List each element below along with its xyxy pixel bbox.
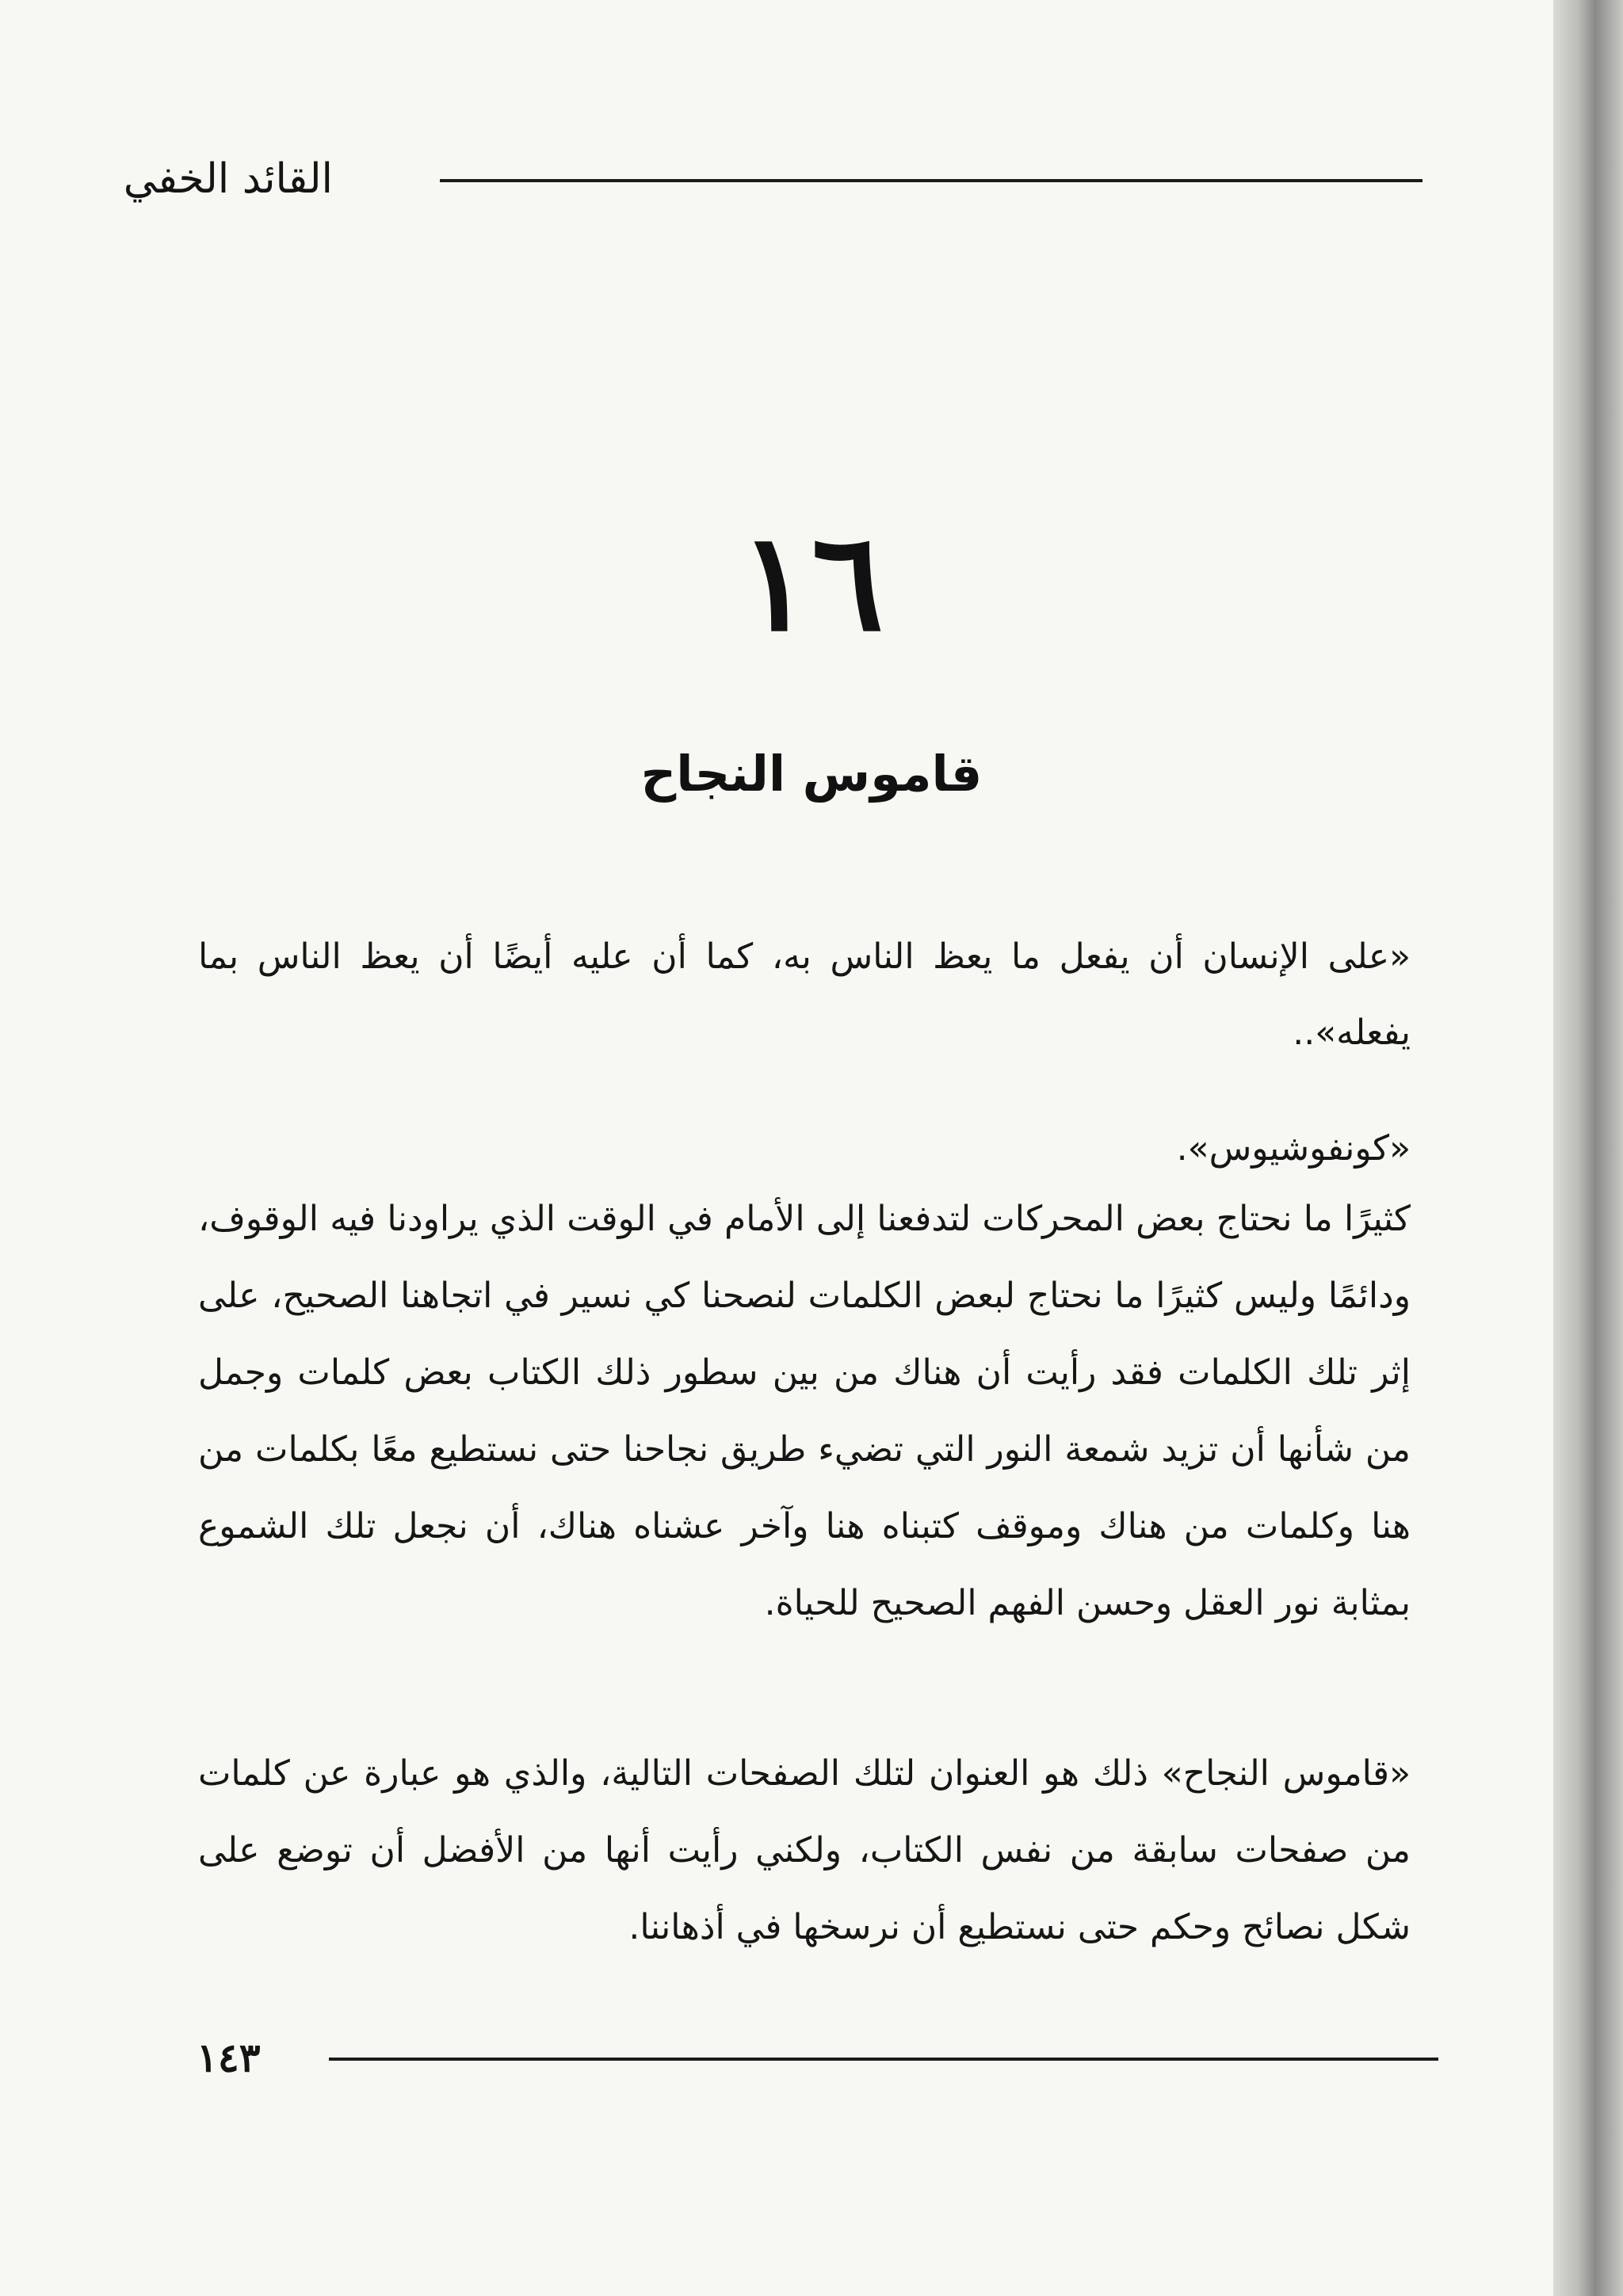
body-paragraph: كثيرًا ما نحتاج بعض المحركات لتدفعنا إلى الأمام في الوقت الذي يراودنا فيه الوقوف، ودائمًا وليس كثيرًا ما نحتاج لبعض الكلمات لنصحنا كي نسير في اتجاهنا الصحيح، على إثر تلك الكلمات فقد رأيت أن هناك من بين سطور ذلك الكتاب بعض كلمات وجمل من شأنها أن تزيد شمعة النور التي تضيء طريق نجاحنا حتى نستطيع معًا بكلمات من هنا وكلمات من هناك وموقف كتبناه هنا وآخر عشناه هناك، أن نجعل تلك الشموع بمثابة نور العقل وحسن الفهم الصحيح للحياة. [198, 1199, 1411, 1623]
page-number: ١٤٣ [197, 2034, 261, 2081]
chapter-number: ١٦ [739, 503, 884, 662]
body-paragraph: «قاموس النجاح» ذلك هو العنوان لتلك الصفحات التالية، والذي هو عبارة عن كلمات من صفحات سابقة من نفس الكتاب، ولكني رأيت أنها من الأفضل أن توضع على شكل نصائح وحكم حتى نستطيع أن نرسخها في أذهاننا. [198, 1753, 1411, 1947]
epigraph-quote: «على الإنسان أن يفعل ما يعظ الناس به، كما أن عليه أيضًا أن يعظ الناس بما يفعله».. [198, 936, 1411, 1053]
book-binding-edge [1553, 0, 1623, 2296]
chapter-title: قاموس النجاح [640, 745, 983, 803]
running-header-title: القائد الخفي [123, 155, 333, 203]
header-rule [440, 179, 1423, 182]
footer-rule [329, 2058, 1438, 2061]
epigraph-attribution: «كونفوشيوس». [1176, 1128, 1411, 1169]
